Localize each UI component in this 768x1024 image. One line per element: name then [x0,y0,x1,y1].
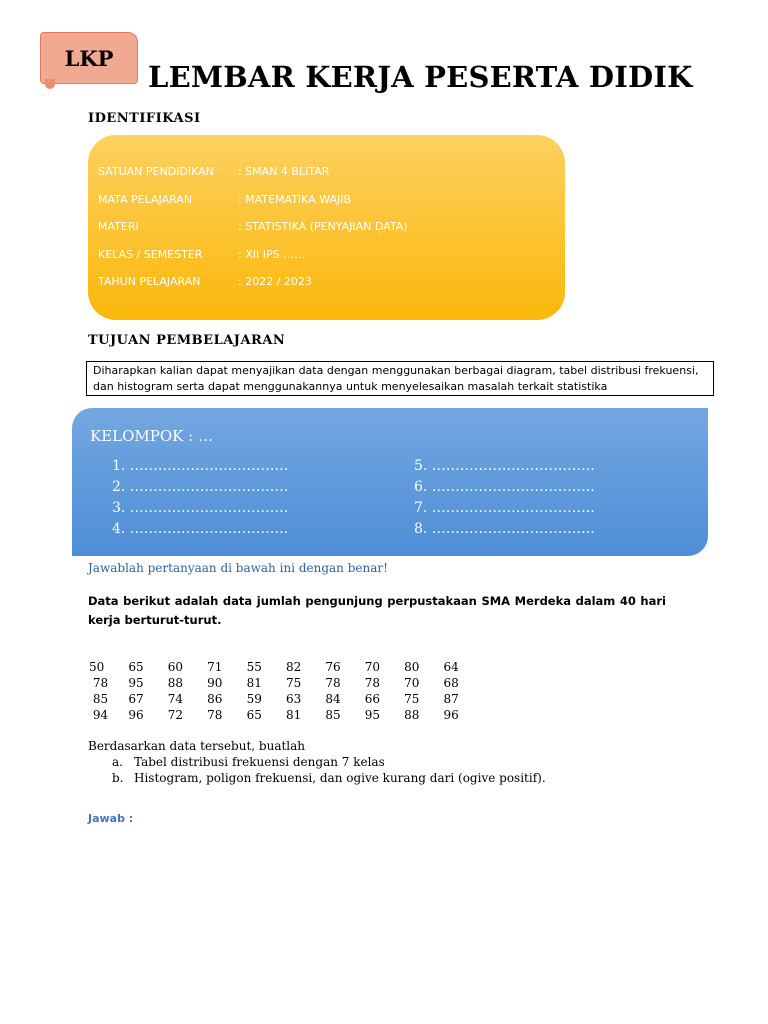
table-cell: 71 [207,660,223,674]
table-cell: 70 [404,676,420,690]
ident-value: : SMAN 4 BLITAR [238,165,330,178]
data-description: Data berikut adalah data jumlah pengunjung perpustakaan SMA Merdeka dalam 40 hari kerja berturut-turut. [88,594,666,627]
member-line-3[interactable]: 3. ……………………………. [112,500,289,516]
member-line-7[interactable]: 7. …………………………….. [414,500,595,516]
table-cell: 81 [285,708,302,722]
ident-value: : STATISTIKA (PENYAJIAN DATA) [238,220,408,233]
table-cell: 85 [325,708,341,722]
member-line-2[interactable]: 2. ……………………………. [112,479,289,495]
table-cell: 66 [364,692,381,706]
table-cell: 60 [167,660,184,674]
identification-heading: IDENTIFIKASI [88,111,201,126]
lkp-badge-label: LKP [64,45,114,71]
answer-label: Jawab : [88,812,134,825]
table-cell: 55 [246,660,262,674]
table-cell: 70 [364,660,381,674]
data-table [88,659,482,723]
instruction-text: Jawablah pertanyaan di bawah ini dengan benar! [88,561,388,575]
table-cell: 68 [443,676,459,690]
table-cell: 76 [325,660,341,674]
table-cell: 50 [89,660,105,674]
task-item-b [112,771,546,785]
task-marker: b. [112,771,124,785]
group-title: KELOMPOK : … [90,427,213,445]
table-row [88,691,482,707]
table-cell: 63 [285,692,302,706]
table-cell: 78 [325,676,341,690]
ident-row-subject [98,193,565,221]
table-cell: 84 [325,692,341,706]
member-line-5[interactable]: 5. …………………………….. [414,458,595,474]
task-marker: a. [112,755,123,769]
objective-heading: TUJUAN PEMBELAJARAN [88,333,286,348]
table-cell: 59 [246,692,262,706]
member-line-8[interactable]: 8. …………………………….. [414,521,595,537]
table-cell: 72 [167,708,184,722]
ident-label: MATERI [98,220,139,233]
table-cell: 65 [128,660,144,674]
task-intro: Berdasarkan data tersebut, buatlah [88,739,306,753]
ident-row-class [98,248,565,276]
table-cell: 88 [167,676,184,690]
table-cell: 82 [285,660,302,674]
table-cell: 96 [443,708,459,722]
ident-label: MATA PELAJARAN [98,192,193,206]
page-title: LEMBAR KERJA PESERTA DIDIK [148,60,693,94]
task-text: Histogram, poligon frekuensi, dan ogive kurang dari (ogive positif). [134,771,546,785]
task-text: Tabel distribusi frekuensi dengan 7 kelas [134,755,385,769]
lkp-badge [40,32,138,84]
table-cell: 88 [404,708,420,722]
table-cell: 75 [404,692,420,706]
ident-value: : XII IPS …… [238,247,306,261]
table-cell: 86 [207,692,223,706]
table-cell: 85 [89,692,109,706]
objective-box: Diharapkan kalian dapat menyajikan data dengan menggunakan berbagai diagram, tabel distribusi frekuensi, dan histogram serta dapat menggunakannya untuk menyelesaikan masalah terkait statistika [86,361,714,396]
table-cell: 78 [364,676,381,690]
member-line-4[interactable]: 4. ……………………………. [112,521,289,537]
table-cell: 74 [167,692,184,706]
ident-row-material [98,220,565,248]
table-cell: 75 [285,676,302,690]
ident-label: SATUAN PENDIDIKAN [98,165,214,178]
table-cell: 87 [443,692,459,706]
table-cell: 94 [89,708,109,722]
ident-row-school [98,165,565,193]
ident-value: : MATEMATIKA WAJIB [238,192,352,206]
table-row [88,675,482,691]
group-box [72,408,708,556]
table-row [88,707,482,723]
table-cell: 81 [246,676,262,690]
member-line-6[interactable]: 6. …………………………….. [414,479,595,495]
task-item-a [112,755,385,769]
table-cell: 65 [246,708,262,722]
table-cell: 90 [207,676,223,690]
table-cell: 78 [89,676,109,690]
ident-label: TAHUN PELAJARAN [98,275,201,288]
table-cell: 96 [128,708,144,722]
table-cell: 80 [404,660,420,674]
table-cell: 64 [443,660,459,674]
table-row [88,659,482,675]
table-cell: 95 [364,708,381,722]
table-cell: 67 [128,692,144,706]
ident-label: KELAS / SEMESTER [98,247,203,261]
table-cell: 78 [207,708,223,722]
identification-box [88,135,565,320]
table-cell: 95 [128,676,144,690]
ident-value: : 2022 / 2023 [238,275,312,288]
ident-row-year [98,275,565,303]
member-line-1[interactable]: 1. ……………………………. [112,458,289,474]
